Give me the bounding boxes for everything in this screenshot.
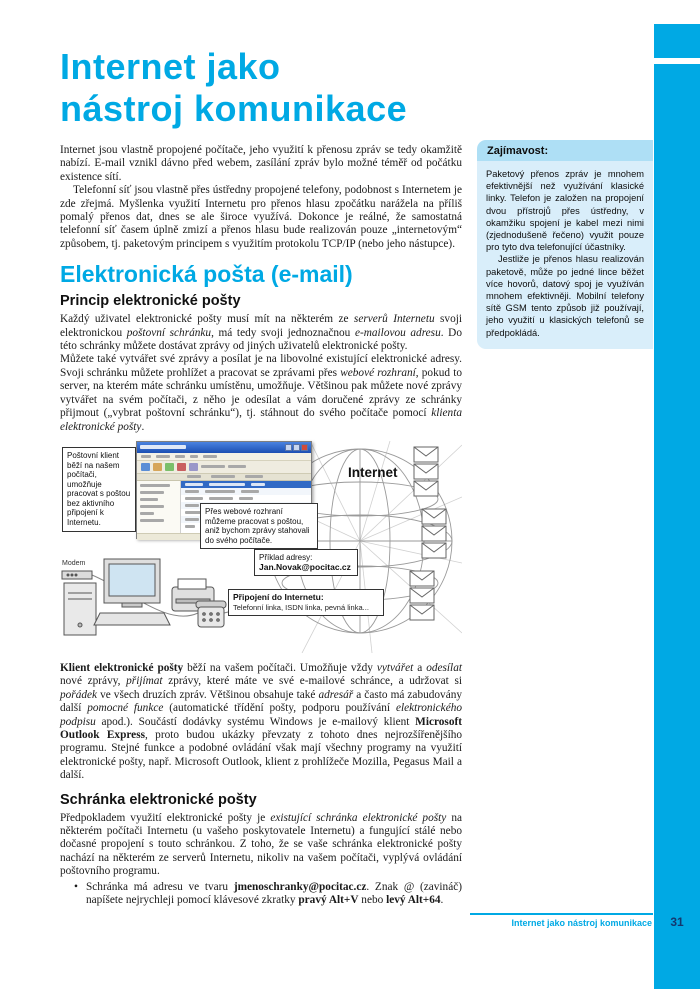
envelope-icon (422, 543, 446, 558)
fact-box-body (477, 161, 653, 349)
envelope-icon (410, 588, 434, 603)
address-example-label: Příklad adresy: (259, 552, 313, 562)
window-controls (285, 444, 308, 451)
footer-chapter-label: Internet jako nástroj komunikace (511, 918, 652, 928)
modem-icon (62, 571, 92, 579)
intro-paragraph-2: Telefonní síť jsou vlastně přes ústředny propojené telefony, podobnost s Internetem je zde zřejmá. Myšlenka využití Internetu pro přenos hlasu zpočátku narážela na příliš pomalý přenos dat, dnes se ale široce využívá. Dokonce je reálné, že samostatná telefonní síť časem úplně zmizí a přenos hlasu bude realizován pouze „internetovým“ způsobem, tj. paketovým principem s využitím protokolu TCP/IP (nebo jeho nástupce). (60, 184, 462, 250)
bullet-text: Schránka má adresu ve tvaru jmenoschranky@pocitac.cz. Znak @ (zavináč) napíšete nejrychleji pomocí klávesové zkratky pravý Alt+V nebo levý Alt+64. (86, 880, 462, 906)
toolbar-icon (153, 463, 162, 471)
connection-text: Telefonní linka, ISDN linka, pevná linka... (233, 602, 369, 612)
klient-paragraph: Klient elektronické pošty běží na vašem počítači. Umožňuje vždy vytvářet a odesílat nové zprávy, přijímat zprávy, které máte ve své e-mailové schránce, a udržovat si pořádek ve všech druzích zpráv. Většinou obsahuje také adresář a často má zabudovány další pomocné funkce (automatické třídění pošty, podporu používání elektronického podpisu apod.). Součástí dodávky systému Windows je e-mailový klient Microsoft Outlook Express, proto budou ukázky převzaty z tohoto dnes nejrozšířenějšího programu. Stejné funkce a podobné ovládání však mají všechny programy na využití elektronické pošty, např. Microsoft Outlook, klient z prohlížeče Mozilla, Pegasus Mail a další. (60, 661, 463, 782)
window-menu-bar (137, 453, 311, 461)
close-icon (301, 444, 308, 451)
callout-connection (228, 589, 384, 616)
main-column (60, 46, 462, 907)
maximize-icon (293, 444, 300, 451)
princip-paragraph-1: Každý uživatel elektronické pošty musí mít na některém ze serverů Internetu svoji elektronickou poštovní schránku, má tedy svoji jednoznačnou e-mailovou adresu. Do této schránky můžete dostávat zprávy od jiných uživatelů elektronické pošty. (60, 313, 462, 353)
page-title (60, 46, 462, 130)
envelope-stack-bottom (410, 571, 434, 620)
toolbar-icon (177, 463, 186, 471)
connection-title: Připojení do Internetu: (233, 591, 324, 602)
bullet-item-address (60, 881, 462, 908)
envelope-icon (410, 605, 434, 620)
toolbar-icon (141, 463, 150, 471)
envelope-icon (414, 481, 438, 496)
envelope-icon (422, 509, 446, 524)
modem-label: Modem (62, 559, 86, 567)
callout-address-example (254, 549, 358, 576)
internet-label: Internet (348, 464, 398, 480)
toolbar-icon (189, 463, 198, 471)
folder-pane (137, 481, 181, 533)
corner-accent-block (654, 24, 700, 58)
message-list-header (137, 474, 311, 481)
envelope-icon (414, 447, 438, 462)
envelope-icon (410, 571, 434, 586)
window-toolbar (137, 461, 311, 474)
envelope-icon (414, 464, 438, 479)
email-principle-diagram (60, 441, 462, 653)
section-heading-email: Elektronická pošta (e-mail) (60, 261, 353, 288)
telephone-icon (196, 601, 226, 627)
subheading-princip: Princip elektronické pošty (60, 293, 241, 310)
subheading-schranka: Schránka elektronické pošty (60, 791, 257, 808)
fact-box-paragraph-2: Jestliže je přenos hlasu realizován paketově, může po jedné lince běžet více hovorů, datový spoj je využíván mnohem efektivněji. Mobilní telefony sítě GSM tento způsob již používají, jeho využití u klasických telefonů se předpokládá. (486, 254, 644, 338)
window-title-text (140, 445, 186, 449)
envelope-stack-top (414, 447, 438, 496)
right-accent-strip (654, 64, 700, 989)
window-title-bar (137, 442, 311, 453)
schranka-paragraph: Předpokladem využití elektronické pošty je existující schránka elektronické pošty na některém počítači Internetu (u vašeho poskytovatele Internetu) a fungující stálé nebo dočasné propojení s touto schránkou. Z toho, že se vaše schránka elektronické pošty nachází na některém ze serverů Internetu, nikoliv na vašem počítači, vyplývá ovládání poštovního programu. (60, 811, 462, 878)
page-title-line2: nástroj komunikace (60, 88, 408, 129)
footer-rule (470, 913, 653, 915)
bullet-glyph: • (74, 880, 78, 893)
envelope-icon (422, 526, 446, 541)
envelope-stack-middle (422, 509, 446, 558)
callout-web-interface: Přes webové rozhraní můžeme pracovat s poštou, aniž bychom zprávy stahovali do svého počítače. (200, 503, 318, 549)
page-number: 31 (670, 915, 684, 929)
keyboard-icon (94, 613, 170, 625)
intro-paragraph-1: Internet jsou vlastně propojené počítače, jeho využití k přenosu zpráv se tedy okamžitě nabízí. E-mail vznikl dávno před webem, zasílání zpráv bylo možné téměř od počátku existence sítí. (60, 144, 462, 183)
message-row (181, 495, 311, 502)
desktop-computer-icon (64, 559, 214, 635)
minimize-icon (285, 444, 292, 451)
callout-mail-client: Poštovní klient běží na našem počítači, umožňuje pracovat s poštou bez aktivního připojení k Internetu. (62, 447, 136, 532)
fact-box-title: Zajímavost: (477, 140, 653, 161)
fact-box-paragraph-1: Paketový přenos zpráv je mnohem efektivnější než využívání klasické linky. Telefon je založen na propojení dvou přístrojů přes ústředny, v okamžiku spojení je kabel mezi nimi (zjednodušeně řečeno) využit pouze pro tyto dva telefonující účastníky. (486, 169, 644, 253)
page-title-line1: Internet jako (60, 46, 281, 87)
message-row (181, 488, 311, 495)
message-row (181, 481, 311, 488)
address-example-value: Jan.Novak@pocitac.cz (259, 561, 351, 572)
princip-paragraph-2: Můžete také vytvářet své zprávy a posílat je na libovolné existující elektronické adresy. Svoji schránku můžete prohlížet a pracovat se zprávami přes webové rozhraní, pokud to server, na kterém máte schránku umístěnu, umožňuje. Většinou pak můžete nové zprávy vytvářet na svém počítači, z něho je odesílat a vám doručené zprávy ze schránky přijmout („vybrat poštovní schránku“), tj. stáhnout do svého počítače pomocí klienta elektronické pošty. (60, 353, 462, 433)
toolbar-icon (165, 463, 174, 471)
fact-box (477, 140, 653, 349)
